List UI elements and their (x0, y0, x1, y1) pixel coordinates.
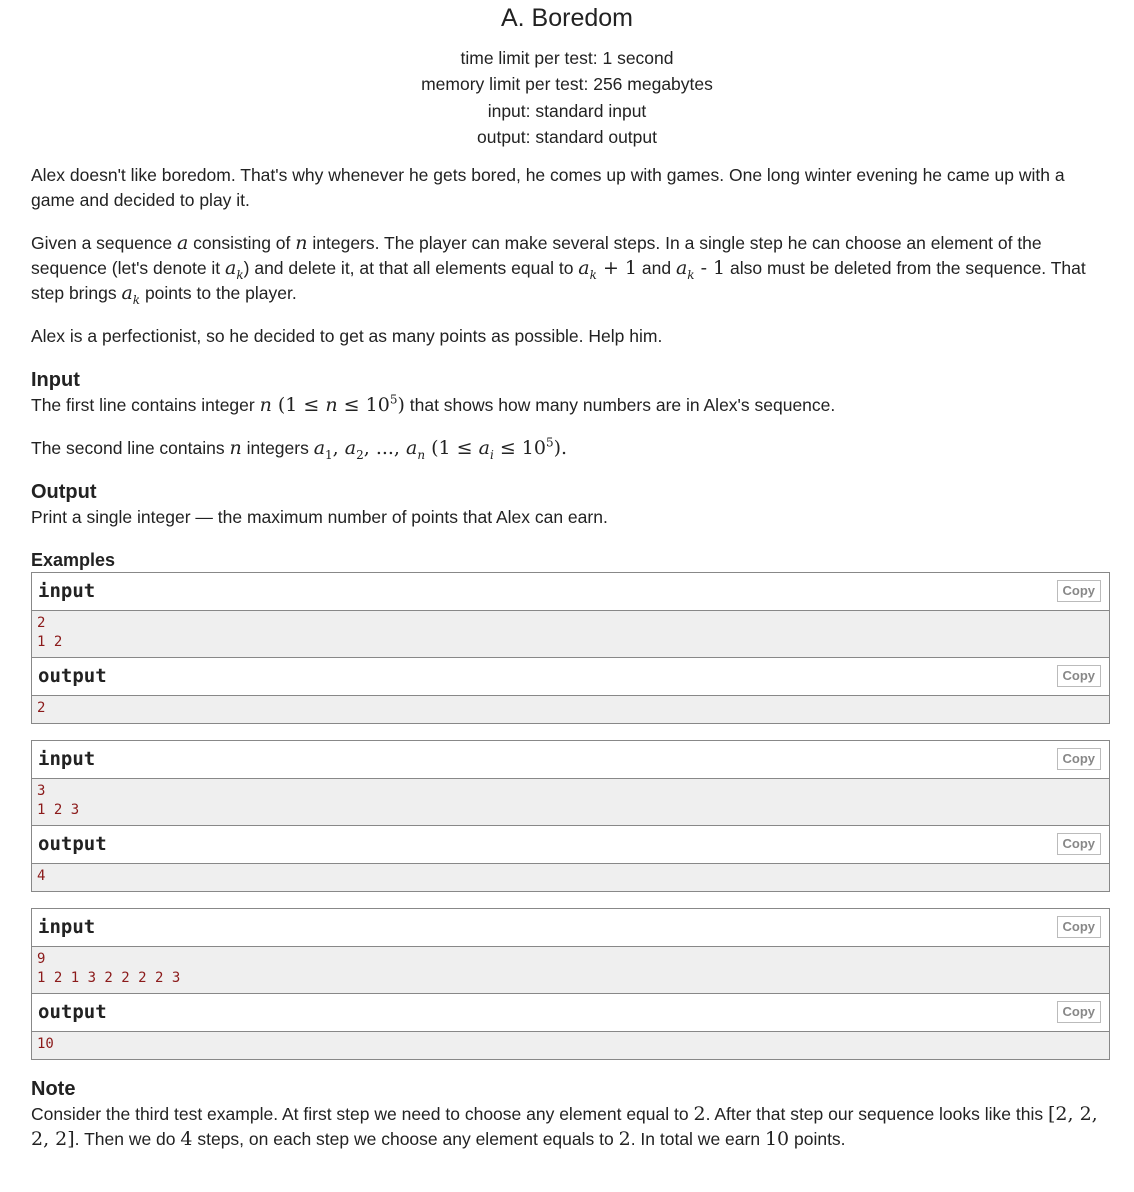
input-specification (31, 367, 1110, 461)
output-text: Print a single integer — the maximum number of points that Alex can earn. (31, 507, 608, 527)
example-output-label: output (38, 833, 107, 855)
example-output-label: output (38, 1001, 107, 1023)
copy-button[interactable]: Copy (1057, 916, 1102, 938)
example-output: 2 (32, 696, 1109, 723)
example-input-label: input (38, 580, 96, 602)
input-line-1: The first line contains integer n $(1 \le n \le 10^5)$ that shows how many numbers are in Alex's sequence. (31, 392, 836, 416)
input-section-title: Input (31, 369, 80, 391)
problem-limits (0, 45, 1134, 151)
copy-button[interactable]: Copy (1057, 665, 1102, 687)
statement-paragraph-1: Alex doesn't like boredom. That's why whenever he gets bored, he comes up with games. One long winter evening he came up with a game and decided to play it. (31, 165, 1065, 210)
example-input: 2 1 2 (32, 611, 1109, 658)
note-section (31, 1076, 1110, 1152)
input-line-2: The second line contains n integers $a_1$, $a_2$, ..., $a_n$ $(1 \le a_i \le 10^5)$. (31, 435, 568, 462)
example-2 (31, 740, 1110, 892)
example-1 (31, 572, 1110, 724)
example-input-label: input (38, 916, 96, 938)
output-file: output: standard output (477, 127, 657, 148)
statement-paragraph-2: Given a sequence a consisting of n integers. The player can make several steps. In a single step he can choose an element of the sequence (let's denote it $a_k$) and delete it, at that all elements equal to $a_k + 1$ and $a_k - 1$ also must be deleted from the sequence. That step brings $a_k$ points to the player. (31, 232, 1086, 307)
problem-header (0, 0, 1134, 151)
time-limit: time limit per test: 1 second (460, 48, 674, 68)
note-title: Note (31, 1078, 76, 1100)
copy-button[interactable]: Copy (1057, 1001, 1102, 1023)
example-output-label: output (38, 665, 107, 687)
problem-statement (31, 163, 1110, 1170)
note-text: Consider the third test example. At first step we need to choose any element equal to 2. After that step our sequence looks like this [2, 2, 2, 2]. Then we do 4 steps, on each step we choose any element equals to 2. In total we earn 10 points. (31, 1103, 1098, 1150)
example-output: 10 (32, 1032, 1109, 1059)
output-specification (31, 479, 1110, 530)
example-output: 4 (32, 864, 1109, 891)
examples-section (31, 548, 1110, 1060)
memory-limit: memory limit per test: 256 megabytes (421, 74, 713, 95)
example-input: 9 1 2 1 3 2 2 2 2 3 (32, 947, 1109, 994)
example-3 (31, 908, 1110, 1060)
problem-title: A. Boredom (500, 4, 633, 32)
copy-button[interactable]: Copy (1057, 833, 1102, 855)
copy-button[interactable]: Copy (1057, 580, 1102, 602)
output-section-title: Output (31, 481, 97, 503)
statement-paragraph-3: Alex is a perfectionist, so he decided to get as many points as possible. Help him. (31, 326, 663, 346)
example-input: 3 1 2 3 (32, 779, 1109, 826)
example-input-label: input (38, 748, 96, 770)
examples-title: Examples (31, 550, 116, 570)
input-file: input: standard input (487, 100, 647, 121)
copy-button[interactable]: Copy (1057, 748, 1102, 770)
